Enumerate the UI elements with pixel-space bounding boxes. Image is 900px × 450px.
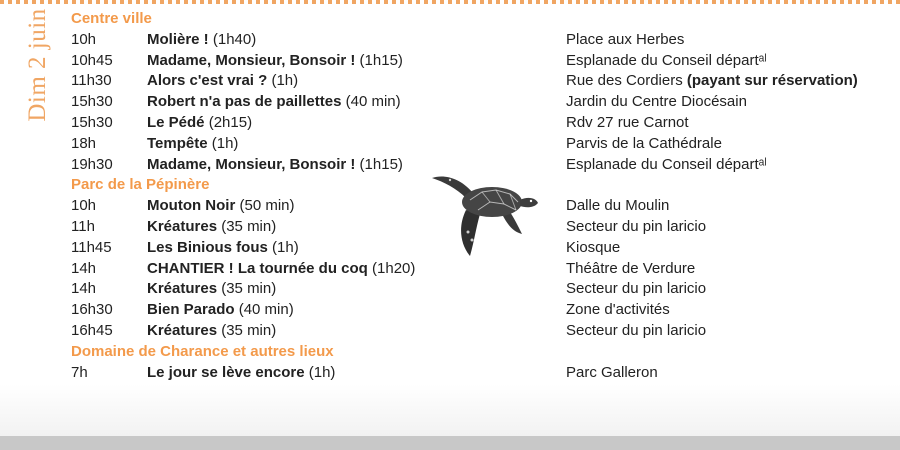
- event-row: [71, 51, 891, 72]
- event-title-group: [147, 321, 276, 342]
- event-time: 11h30: [71, 72, 112, 90]
- event-time: 19h30: [71, 155, 113, 173]
- event-duration: (1h15): [359, 51, 403, 69]
- event-row: [71, 259, 891, 280]
- event-place: Jardin du Centre Diocésain: [566, 93, 747, 111]
- event-title: Madame, Monsieur, Bonsoir !: [147, 155, 356, 173]
- event-time: 15h30: [71, 93, 113, 111]
- event-row: [71, 113, 891, 134]
- event-time: 10h: [71, 197, 97, 215]
- event-place: Rdv 27 rue Carnot: [566, 113, 689, 131]
- event-place: Esplanade du Conseil départᵃˡ: [566, 51, 767, 69]
- event-duration: (1h40): [212, 30, 257, 48]
- event-title: Molière !: [147, 30, 209, 48]
- event-time: 10h45: [71, 51, 113, 69]
- event-title: Kréatures: [147, 280, 218, 298]
- event-time: 14h: [71, 280, 97, 298]
- event-place: Secteur du pin laricio: [566, 321, 707, 339]
- day-label: Dim 2 juin: [24, 8, 51, 122]
- event-place: Esplanade du Conseil départᵃˡ: [566, 155, 767, 173]
- section-title-parc-pepinere: Parc de la Pépinère: [71, 176, 210, 194]
- bottom-gray-strip: [0, 436, 900, 450]
- event-title-group: [147, 71, 298, 92]
- event-place: Place aux Herbes: [566, 30, 685, 48]
- event-row: [71, 30, 891, 51]
- event-title-group: [147, 363, 335, 384]
- event-title: Le jour se lève encore: [147, 363, 305, 381]
- event-title-group: [147, 134, 238, 155]
- event-duration: (40 min): [238, 301, 294, 319]
- event-duration: (2h15): [208, 113, 253, 131]
- sea-turtle-icon: [430, 170, 540, 260]
- event-place: Kiosque: [566, 238, 621, 256]
- event-duration: (35 min): [221, 280, 277, 298]
- event-title-group: [147, 30, 256, 51]
- event-title: Tempête: [147, 134, 208, 152]
- event-title: Alors c'est vrai ?: [147, 72, 268, 90]
- event-time: 7h: [71, 363, 88, 381]
- event-duration: (35 min): [221, 217, 277, 235]
- event-title: Madame, Monsieur, Bonsoir !: [147, 51, 356, 69]
- event-title-group: [147, 113, 252, 134]
- bottom-shadow-band: [0, 384, 900, 436]
- event-title: Bien Parado: [147, 301, 235, 319]
- event-time: 11h: [71, 217, 95, 235]
- event-title-group: [147, 155, 403, 176]
- event-title-group: [147, 300, 294, 321]
- event-row: [71, 92, 891, 113]
- event-duration: (50 min): [239, 197, 295, 215]
- event-place: Dalle du Moulin: [566, 197, 670, 215]
- event-place-group: [566, 71, 858, 92]
- event-title: Mouton Noir: [147, 197, 236, 215]
- event-title: Kréatures: [147, 321, 218, 339]
- event-title-group: [147, 217, 276, 238]
- event-time: 10h: [71, 30, 97, 48]
- event-row: [71, 363, 891, 384]
- event-duration: (1h): [271, 72, 299, 90]
- event-duration: (1h15): [359, 155, 403, 173]
- event-duration: (35 min): [221, 321, 277, 339]
- event-place: Secteur du pin laricio: [566, 280, 707, 298]
- event-duration: (1h20): [372, 259, 416, 277]
- event-place: Parvis de la Cathédrale: [566, 134, 722, 152]
- event-place: Secteur du pin laricio: [566, 217, 707, 235]
- event-duration: (1h): [308, 363, 336, 381]
- event-row: [71, 134, 891, 155]
- event-row: [71, 71, 891, 92]
- event-title-group: [147, 238, 299, 259]
- event-time: 16h30: [71, 301, 113, 319]
- event-time: 15h30: [71, 113, 113, 131]
- event-title-group: [147, 51, 403, 72]
- event-duration: (1h): [211, 134, 239, 152]
- event-title: CHANTIER ! La tournée du coq: [147, 259, 368, 277]
- event-duration: (40 min): [345, 93, 401, 111]
- event-time: 16h45: [71, 321, 113, 339]
- event-title: Robert n'a pas de paillettes: [147, 93, 342, 111]
- event-title-group: [147, 259, 415, 280]
- event-title-group: [147, 92, 401, 113]
- top-dashed-border: [0, 0, 900, 4]
- event-time: 18h: [71, 134, 97, 152]
- event-title: Le Pédé: [147, 113, 205, 131]
- event-title: Les Binious fous: [147, 238, 268, 256]
- event-place: Rue des Cordiers: [566, 72, 683, 90]
- event-title-group: [147, 196, 295, 217]
- event-time: 14h: [71, 259, 97, 277]
- event-row: [71, 279, 891, 300]
- event-title: Kréatures: [147, 217, 218, 235]
- event-place-note: (payant sur réservation): [686, 72, 858, 90]
- event-place: Théâtre de Verdure: [566, 259, 696, 277]
- event-place: Parc Galleron: [566, 363, 658, 381]
- section-title-centre-ville: Centre ville: [71, 10, 152, 27]
- event-place: Zone d'activités: [566, 301, 670, 319]
- event-time: 11h45: [71, 238, 112, 256]
- event-duration: (1h): [272, 238, 299, 256]
- event-row: [71, 300, 891, 321]
- section-title-domaine-charance: Domaine de Charance et autres lieux: [71, 342, 334, 360]
- event-title-group: [147, 279, 276, 300]
- event-row: [71, 321, 891, 342]
